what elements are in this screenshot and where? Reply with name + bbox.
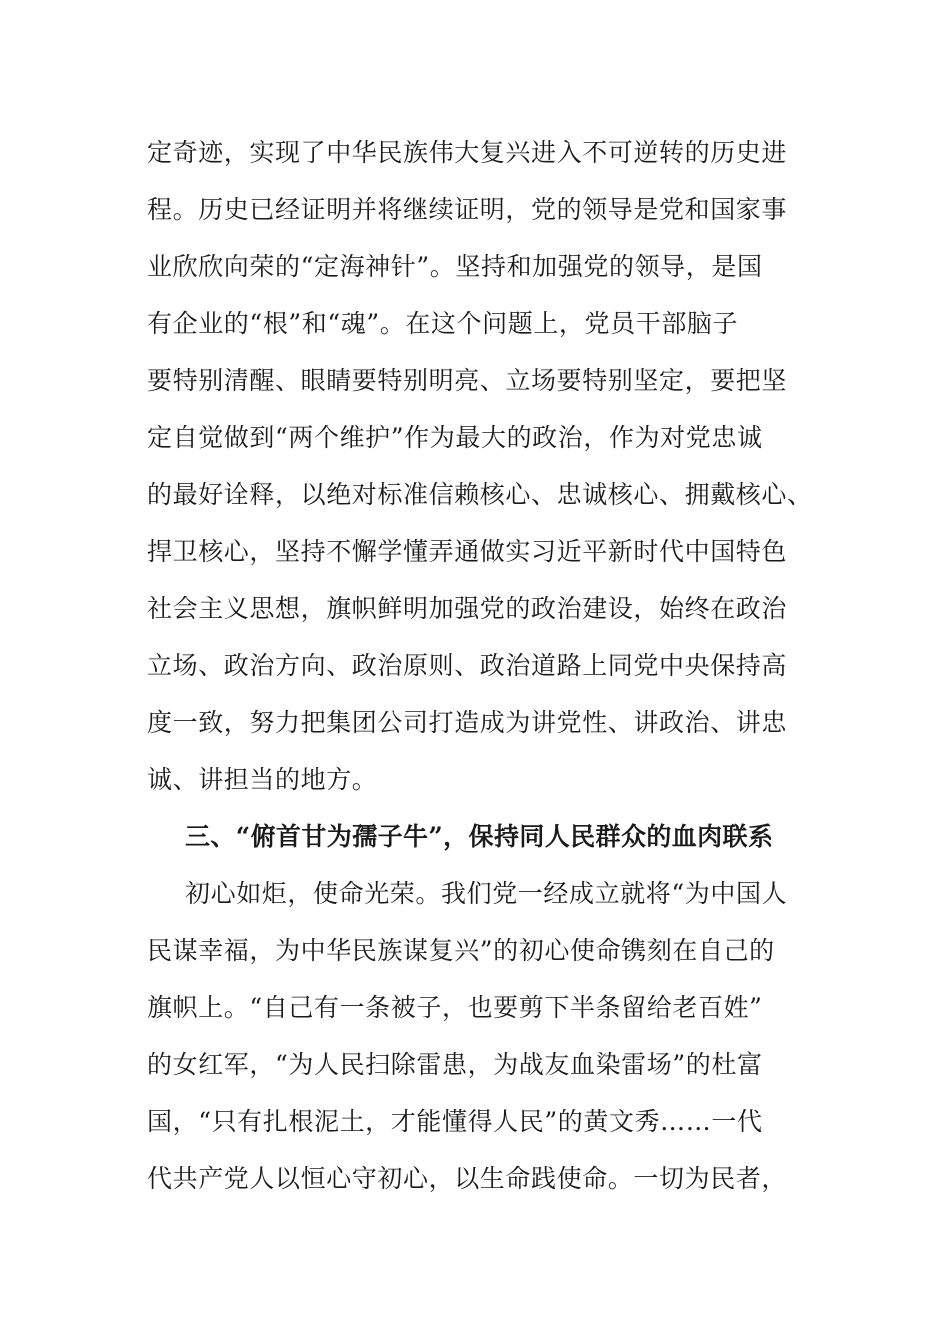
paragraph-line: 诚、讲担当的地方。 <box>147 765 378 794</box>
paragraph-line: 度一致，努力把集团公司打造成为讲党性、讲政治、讲忠 <box>147 708 788 737</box>
paragraph-line: 定自觉做到“两个维护”作为最大的政治，作为对党忠诚 <box>147 423 763 452</box>
paragraph-line: 立场、政治方向、政治原则、政治道路上同党中央保持高 <box>147 651 788 680</box>
paragraph-line: 国，“只有扎根泥土，才能懂得人民”的黄文秀……一代 <box>147 1107 763 1136</box>
paragraph-line: 程。历史已经证明并将继续证明，党的领导是党和国家事 <box>147 195 788 224</box>
paragraph-line: 有企业的“根”和“魂”。在这个问题上，党员干部脑子 <box>147 309 739 338</box>
section-heading: 三、“俯首甘为孺子牛”，保持同人民群众的血肉联系 <box>185 822 774 851</box>
paragraph-line: 捍卫核心，坚持不懈学懂弄通做实习近平新时代中国特色 <box>147 537 788 566</box>
paragraph-line: 代共产党人以恒心守初心，以生命践使命。一切为民者， <box>147 1164 788 1193</box>
paragraph-line: 的女红军，“为人民扫除雷患，为战友血染雷场”的杜富 <box>147 1050 763 1079</box>
paragraph-line: 旗帜上。“自己有一条被子，也要剪下半条留给老百姓” <box>147 993 763 1022</box>
paragraph-line: 初心如炬，使命光荣。我们党一经成立就将“为中国人 <box>185 879 788 908</box>
paragraph-line: 定奇迹，实现了中华民族伟大复兴进入不可逆转的历史进 <box>147 138 788 167</box>
paragraph-line: 民谋幸福，为中华民族谋复兴”的初心使命镌刻在自己的 <box>147 936 775 965</box>
paragraph-line: 社会主义思想，旗帜鲜明加强党的政治建设，始终在政治 <box>147 594 788 623</box>
paragraph-line: 要特别清醒、眼睛要特别明亮、立场要特别坚定，要把坚 <box>147 366 788 395</box>
paragraph-line: 的最好诠释，以绝对标准信赖核心、忠诚核心、拥戴核心、 <box>147 480 813 509</box>
paragraph-line: 业欣欣向荣的“定海神针”。坚持和加强党的领导，是国 <box>147 252 763 281</box>
